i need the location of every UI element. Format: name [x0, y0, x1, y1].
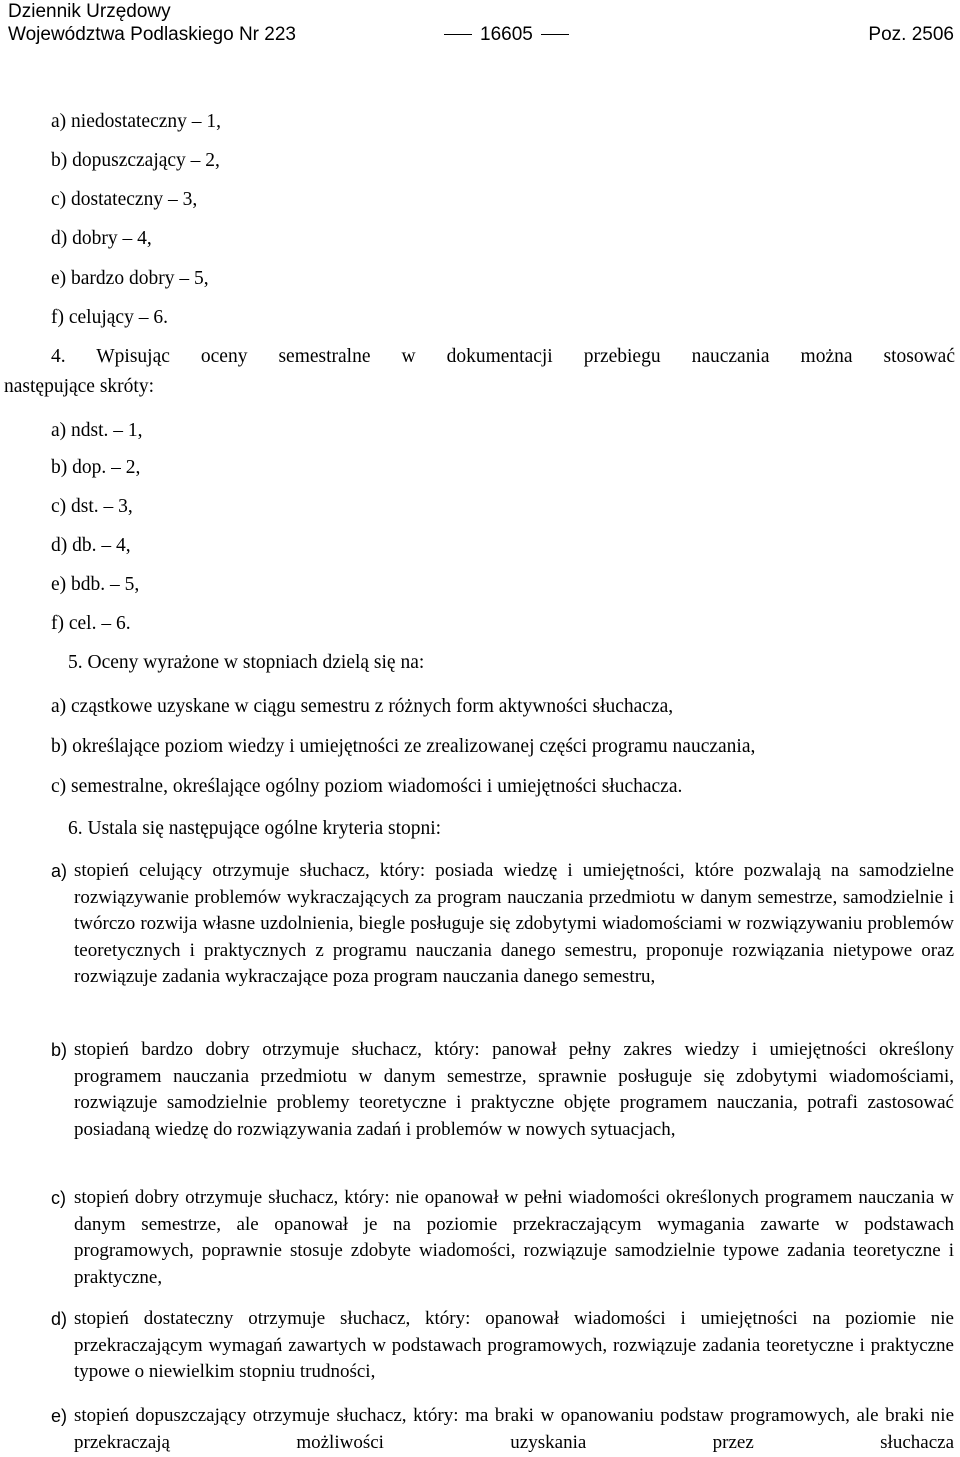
list-item: a) niedostateczny – 1,: [51, 111, 222, 132]
criterion-text: stopień dobry otrzymuje słuchacz, który: nie opanował w pełni wiadomości określonych programem nauczania w danym semestrze, ale opanował je na poziomie przekraczającym wymagania zawarte w podstawach programowych, poprawnie stosuje zdobyte wiadomości, rozwiązuje samodzielnie typowe zadania teoretyczne i praktyczne,: [74, 1187, 954, 1288]
list-item: d) db. – 4,: [51, 535, 131, 556]
point4-line2: następujące skróty:: [4, 376, 154, 397]
criterion-label: e): [51, 1406, 68, 1426]
document-header: [8, 0, 954, 48]
list-item: f) cel. – 6.: [51, 613, 131, 634]
criterion-text: stopień dostateczny otrzymuje słuchacz, który: opanował wiadomości i umiejętności na poziomie nie przekraczającym wymagań zawartych w podstawach programowych, rozwiązuje zadania teoretyczne i praktyczne typowe o niewielkim stopniu trudności,: [74, 1308, 954, 1382]
journal-subtitle: Województwa Podlaskiego Nr 223: [8, 24, 296, 45]
criterion-text: stopień dopuszczający otrzymuje słuchacz, który: ma braki w opanowaniu podstaw programowych, ale braki nie przekraczają możliwości uzyskania przez słuchacza: [74, 1405, 954, 1453]
list-item: e) bdb. – 5,: [51, 574, 140, 595]
position-number: Poz. 2506: [868, 24, 954, 45]
point5-intro: 5. Oceny wyrażone w stopniach dzielą się na:: [68, 652, 425, 673]
dash-left: [444, 34, 472, 35]
criterion-label: a): [51, 861, 68, 881]
dash-right: [541, 34, 569, 35]
criterion-label: c): [51, 1188, 66, 1208]
criterion-text: stopień bardzo dobry otrzymuje słuchacz, który: panował pełny zakres wiedzy i umiejętności określony programem nauczania przedmiotu w danym semestrze, sprawnie posługuje się zdobytymi wiadomościami, rozwiązuje samodzielnie problemy teoretyczne i praktyczne objęte programem nauczania, potrafi zastosować posiadaną wiedzę do rozwiązywania zadań i problemów w nowych sytuacjach,: [74, 1039, 954, 1140]
list-item: c) dst. – 3,: [51, 496, 133, 517]
list-item: b) dopuszczający – 2,: [51, 150, 220, 171]
header-row: [8, 23, 954, 48]
point5-item: c) semestralne, określające ogólny poziom wiadomości i umiejętności słuchacza.: [51, 776, 683, 797]
list-item: f) celujący – 6.: [51, 307, 168, 328]
point4-line1: 4. Wpisując oceny semestralne w dokumentacji przebiegu nauczania można stosować: [51, 346, 955, 367]
list-item: a) ndst. – 1,: [51, 420, 143, 441]
criterion-label: b): [51, 1040, 68, 1060]
point6-intro: 6. Ustala się następujące ogólne kryteria stopni:: [68, 818, 442, 839]
journal-title: Dziennik Urzędowy: [8, 1, 171, 22]
list-item: b) dop. – 2,: [51, 457, 141, 478]
point5-item: a) cząstkowe uzyskane w ciągu semestru z różnych form aktywności słuchacza,: [51, 696, 674, 717]
page-number: 16605: [480, 24, 533, 45]
criterion-text: stopień celujący otrzymuje słuchacz, który: posiada wiedzę i umiejętności, które pozwalają na samodzielne rozwiązywanie problemów wykraczających za program nauczania przedmiotu w danym semestrze, samodzielnie i twórczo rozwija własne uzdolnienia, biegle posługuje się zdobytymi wiadomościami w rozwiązywaniu problemów teoretycznych i praktycznych z programu nauczania danego semestru, proponuje rozwiązania nietypowe oraz rozwiązuje zadania wykraczające poza program nauczania danego semestru,: [74, 860, 954, 987]
criterion-label: d): [51, 1309, 68, 1329]
list-item: e) bardzo dobry – 5,: [51, 268, 209, 289]
list-item: d) dobry – 4,: [51, 228, 152, 249]
page-number-block: [436, 23, 577, 46]
list-item: c) dostateczny – 3,: [51, 189, 198, 210]
point5-item: b) określające poziom wiedzy i umiejętności ze zrealizowanej części programu nauczania,: [51, 736, 756, 757]
